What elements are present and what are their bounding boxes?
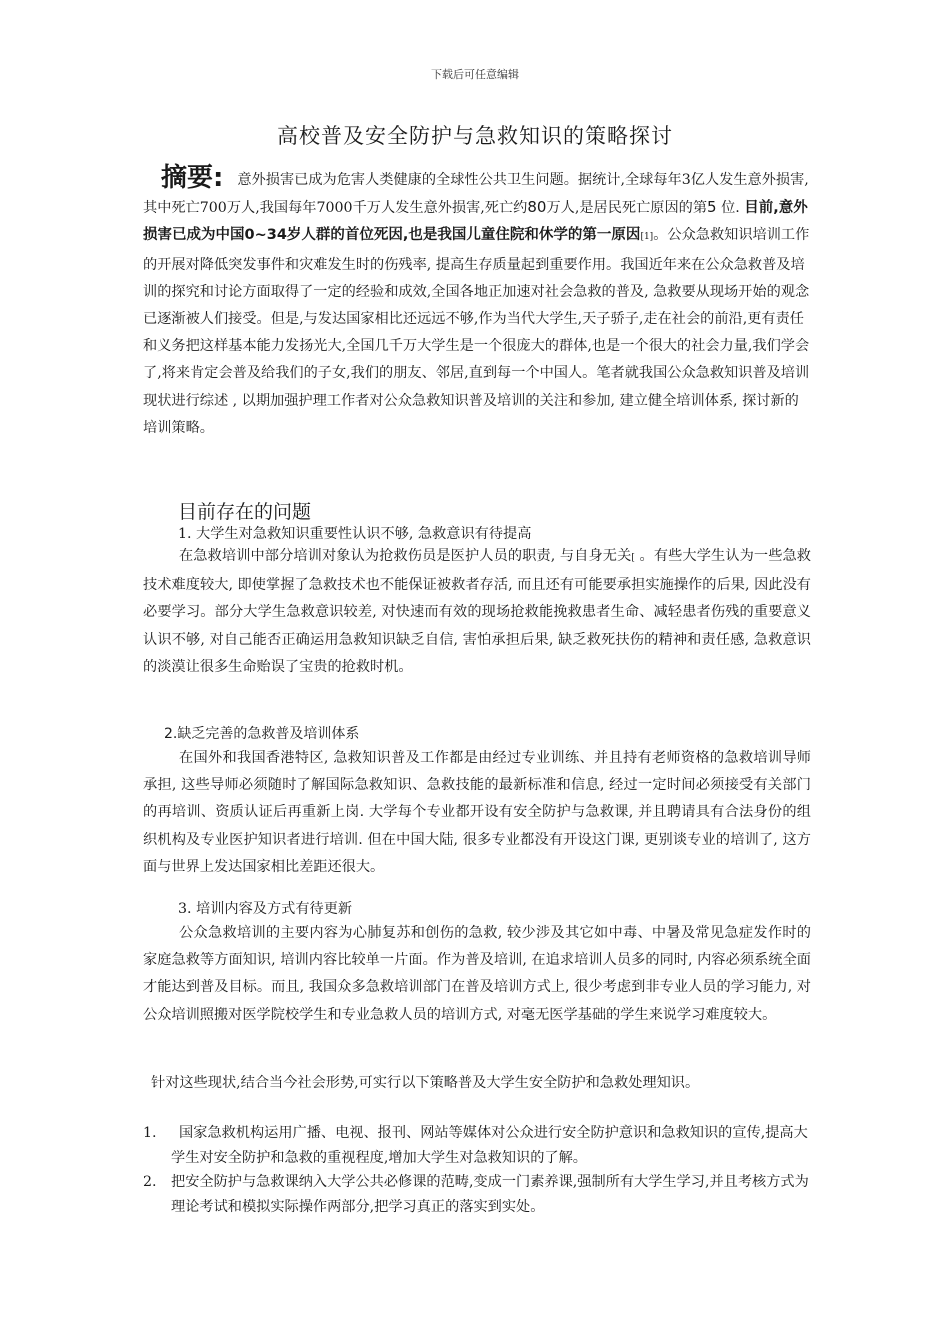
abstract-text-1: 意外损害已成为危害人类健康的全球性公共卫生问题。据统计,全球每年3亿人发生意外损害,其中死亡700万人,我国每年7000千万人发生意外损害,死亡约 xyxy=(143,172,809,217)
issue-1-heading: 1. 大学生对急救知识重要性认识不够, 急救意识有待提高 xyxy=(178,526,532,542)
issue-1-paragraph xyxy=(143,543,811,681)
issue-1-text: 在急救培训中部分培训对象认为抢救伤员是医护人员的职责, 与自身无关 xyxy=(179,548,632,564)
strategy-text: 国家急救机构运用广播、电视、报刊、网站等媒体对公众进行安全防护意识和急救知识的宣传,提高大学生对安全防护和急救的重视程度,增加大学生对急救知识的了解。 xyxy=(171,1125,808,1166)
header-note: 下载后可任意编辑 xyxy=(431,68,519,81)
abstract-text-3: 位. xyxy=(716,200,745,217)
strategy-number: 1. xyxy=(143,1125,157,1141)
strategy-item xyxy=(143,1121,811,1171)
issue-1-text-rest: 。有些大学生认为一些急救技术难度较大, 即使掌握了急救技术也不能保证被救者存活, 而且还有可能要承担实施操作的后果, 因此没有必要学习。部分大学生急救意识较差, 对快速而有效的现场抢救能挽救患者生命、减轻患者伤残的重要意义认识不够, 对自己能否正确运用急救知识缺乏自信, 害怕承担后果, 缺乏救死扶伤的精神和责任感, 急救意识的淡漠让很多生命贻误了宝贵的抢救时机。 xyxy=(143,548,811,675)
abstract-number-80: 80 xyxy=(527,198,547,217)
abstract-text-2: 万人,是居民死亡原因的第 xyxy=(546,200,708,217)
issue-2-paragraph: 在国外和我国香港特区, 急救知识普及工作都是由经过专业训练、并且持有老师资格的急救培训导师承担, 这些导师必须随时了解国际急救知识、急救技能的最新标准和信息, 经过一定时间必须接受有关部门的再培训、资质认证后再重新上岗. 大学每个专业都开设有安全防护与急救课, 并且聘请具有合法身份的组织机构及专业医护知识者进行培训. 但在中国大陆, 很多专业都没有开设这门课, 更别谈专业的培训了, 这方面与世界上发达国家相比差距还很大。 xyxy=(143,750,811,875)
strategy-text: 把安全防护与急救课纳入大学公共必修课的范畴,变成一门素养课,强制所有大学生学习,并且考核方式为理论考试和模拟实际操作两部分,把学习真正的落实到实处。 xyxy=(171,1174,809,1215)
issue-3-paragraph: 公众急救培训的主要内容为心肺复苏和创伤的急救, 较少涉及其它如中毒、中暑及常见急症发作时的家庭急救等方面知识, 培训内容比较单一片面。作为普及培训, 在追求培训人员多的同时, 内容必须系统全面才能达到普及目标。而且, 我国众多急救培训部门在普及培训方式上, 很少考虑到非专业人员的学习能力, 对公众培训照搬对医学院校学生和专业急救人员的培训方式, 对毫无医学基础的学生来说学习难度较大。 xyxy=(143,925,811,1023)
page-title: 高校普及安全防护与急救知识的策略探讨 xyxy=(277,124,673,148)
closing-paragraph: 针对这些现状,结合当今社会形势,可实行以下策略普及大学生安全防护和急救处理知识。 xyxy=(151,1075,700,1091)
abstract-reference: [1] xyxy=(640,232,654,243)
abstract-paragraph xyxy=(143,163,811,442)
strategy-item xyxy=(143,1170,811,1220)
abstract-text-4: 。公众急救知识培训工作的开展对降低突发事件和灾难发生时的伤残率, 提高生存质量起到重要作用。我国近年来在公众急救普及培训的探究和讨论方面取得了一定的经验和成效,全国各地正加速对社会急救的普及, 急救要从现场开始的观念已逐渐被人们接受。但是,与发达国家相比还远远不够,作为当代大学生,天子骄子,走在社会的前沿,更有责任和义务把这样基本能力发扬光大,全国几千万大学生是一个很庞大的群体,也是一个很大的社会力量,我们学会了,将来肯定会普及给我们的子女,我们的朋友、邻居,直到每一个中国人。笔者就我国公众急救知识普及培训现状进行综述 , 以期加强护理工作者对公众急救知识普及培训的关注和参加, 建立健全培训体系, 探讨新的培训策略。 xyxy=(143,227,810,436)
strategy-number: 2. xyxy=(143,1174,157,1190)
abstract-number-5: 5 xyxy=(707,198,717,217)
abstract-bold-statement: 目前,意外损害已成为中国0~34岁人群的首位死因,也是我国儿童住院和休学的第一原因 xyxy=(143,200,808,244)
abstract-label: 摘要: xyxy=(161,163,224,193)
issue-1-reference: [ xyxy=(631,553,635,563)
issue-2-heading: 2.缺乏完善的急救普及培训体系 xyxy=(164,726,360,742)
issue-3-heading: 3. 培训内容及方式有待更新 xyxy=(178,901,353,917)
section-heading: 目前存在的问题 xyxy=(178,501,312,523)
